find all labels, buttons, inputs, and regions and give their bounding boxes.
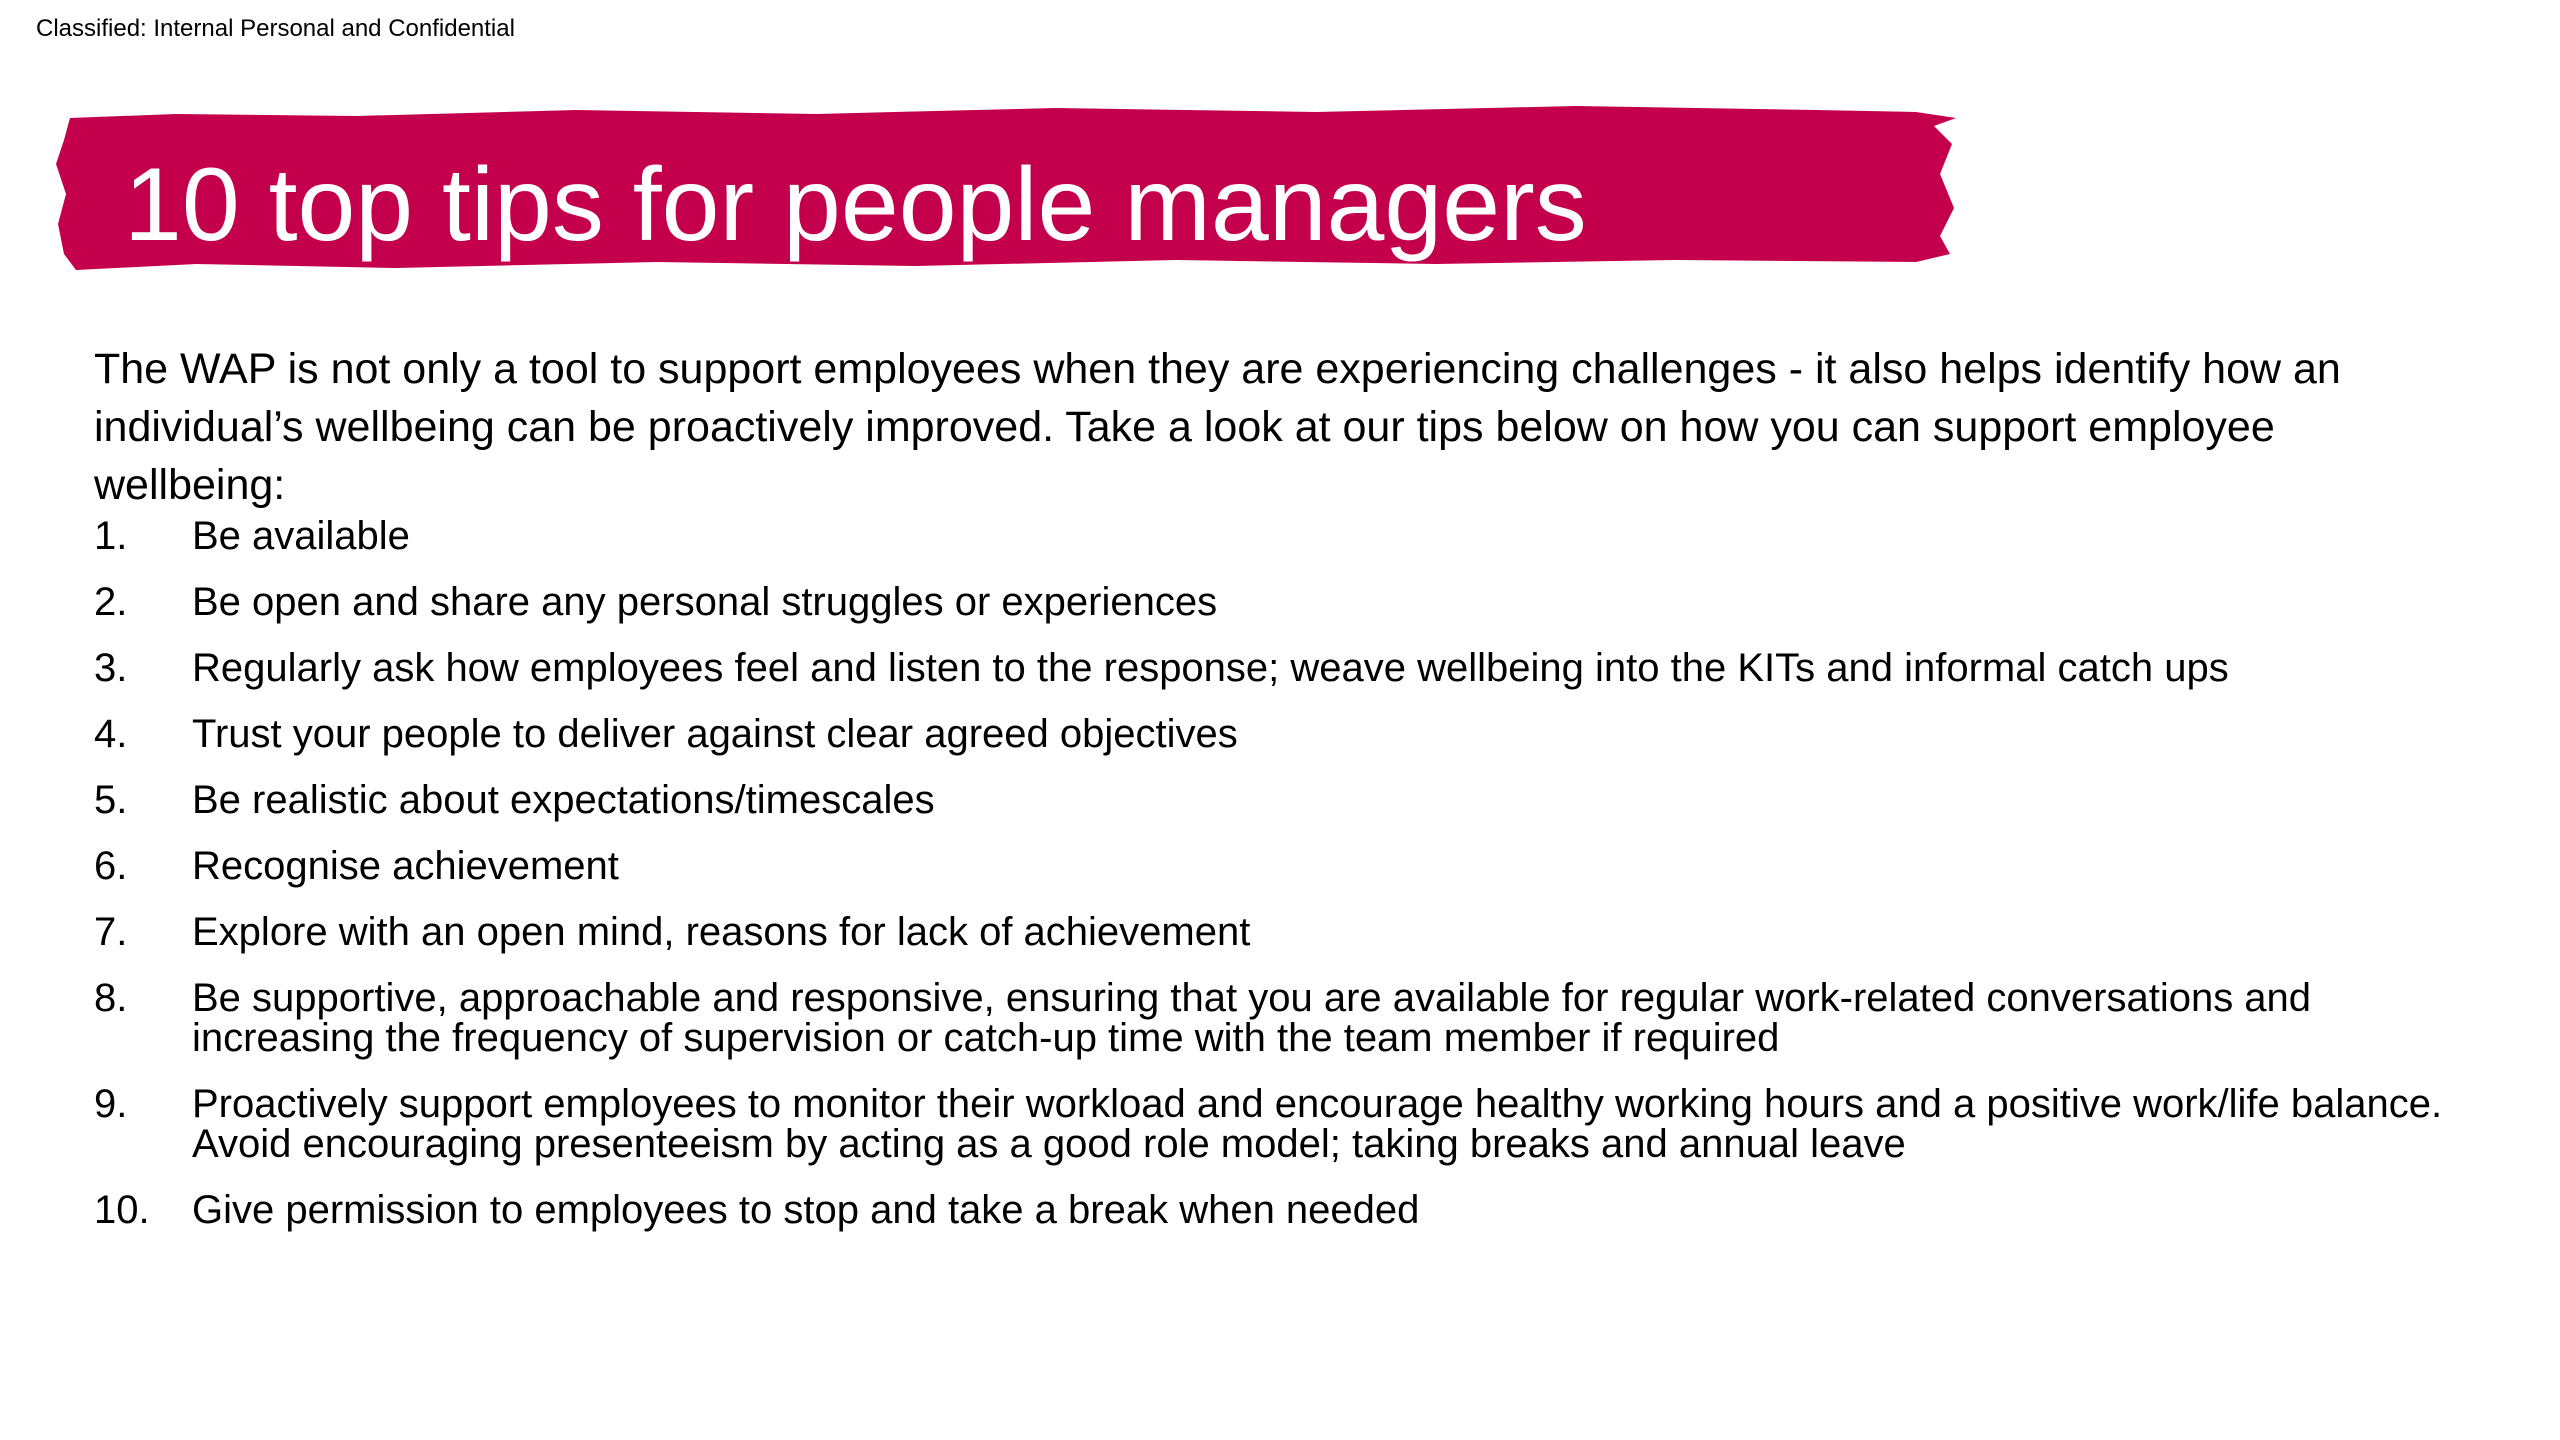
tip-item: [94, 1084, 2494, 1164]
tip-text: Be realistic about expectations/timescales: [192, 778, 935, 822]
tip-text: Be open and share any personal struggles or experiences: [192, 580, 1218, 624]
intro-paragraph: The WAP is not only a tool to support employees when they are experiencing challenges - it also helps identify how an individual’s wellbeing can be proactively improved. Take a look at our tips below on how you can support employee wellbeing:: [94, 345, 2341, 509]
tip-number: 3.: [94, 646, 128, 690]
tip-number: 5.: [94, 778, 128, 822]
tip-item: [94, 846, 2494, 886]
tip-text: Recognise achievement: [192, 844, 619, 888]
tip-item: [94, 516, 2494, 556]
tip-number: 10.: [94, 1188, 150, 1232]
tip-item: [94, 714, 2494, 754]
tip-number: 8.: [94, 976, 128, 1020]
tip-text: Explore with an open mind, reasons for lack of achievement: [192, 910, 1251, 954]
tip-text: Trust your people to deliver against clear agreed objectives: [192, 712, 1238, 756]
tip-text: Proactively support employees to monitor their workload and encourage healthy working hours and a positive work/life balance. Avoid encouraging presenteeism by acting as a good role model; taking breaks and annual leave: [192, 1082, 2443, 1166]
tip-text: Be available: [192, 514, 410, 558]
tip-number: 2.: [94, 580, 128, 624]
tip-number: 9.: [94, 1082, 128, 1126]
tip-text: Be supportive, approachable and responsive, ensuring that you are available for regular work-related conversations and increasing the frequency of supervision or catch-up time with the team member if required: [192, 976, 2312, 1060]
tip-number: 7.: [94, 910, 128, 954]
page-title: 10 top tips for people managers: [124, 147, 1587, 263]
tip-item: [94, 912, 2494, 952]
tip-item: [94, 1190, 2494, 1230]
tip-item: [94, 978, 2494, 1058]
tip-text: Give permission to employees to stop and take a break when needed: [192, 1188, 1420, 1232]
tip-item: [94, 648, 2494, 688]
classification-label: Classified: Internal Personal and Confidential: [36, 15, 515, 42]
tip-number: 4.: [94, 712, 128, 756]
tip-item: [94, 780, 2494, 820]
tip-text: Regularly ask how employees feel and listen to the response; weave wellbeing into the KITs and informal catch ups: [192, 646, 2229, 690]
tip-number: 1.: [94, 514, 128, 558]
tip-number: 6.: [94, 844, 128, 888]
tips-list: [94, 516, 2494, 1256]
title-banner: [56, 104, 1956, 276]
tip-item: [94, 582, 2494, 622]
